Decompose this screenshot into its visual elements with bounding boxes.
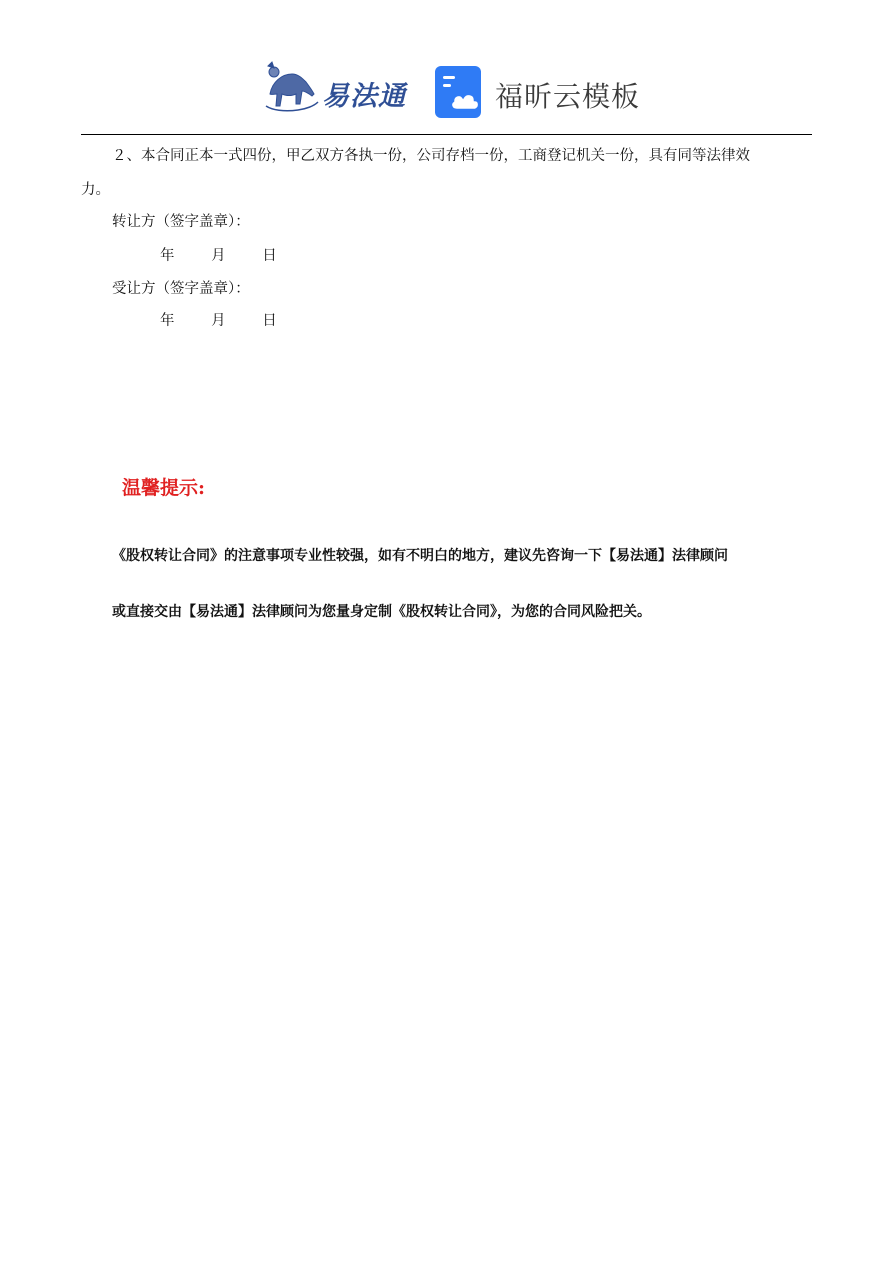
date-month: 月 (211, 313, 226, 329)
transferee-signature-label: 受让方（签字盖章）： (112, 281, 250, 297)
transferor-signature-label: 转让方（签字盖章）： (112, 214, 250, 230)
yifatong-logo-text: 易法通 (322, 81, 406, 112)
tip-title: 温馨提示: (122, 477, 206, 499)
tip-line-1: 《股权转让合同》的注意事项专业性较强，如有不明白的地方，建议先咨询一下【易法通】法律顾问 (112, 548, 728, 564)
date-year: 年 (160, 313, 175, 329)
page-header (0, 0, 893, 136)
foxit-logo-text: 福昕云模板 (495, 80, 641, 113)
transferor-date (160, 246, 309, 266)
date-day: 日 (262, 248, 277, 264)
transferee-date (160, 311, 309, 331)
foxit-cloud-template-icon (435, 66, 487, 118)
clause-line-1: ２、本合同正本一式四份，甲乙双方各执一份，公司存档一份，工商登记机关一份，具有同等法律效 (112, 148, 750, 164)
date-month: 月 (211, 248, 226, 264)
date-day: 日 (262, 313, 277, 329)
clause-line-2: 力。 (81, 182, 110, 198)
tip-line-2: 或直接交由【易法通】法律顾问为您量身定制《股权转让合同》，为您的合同风险把关。 (112, 604, 651, 620)
header-divider (81, 134, 812, 135)
date-year: 年 (160, 248, 175, 264)
